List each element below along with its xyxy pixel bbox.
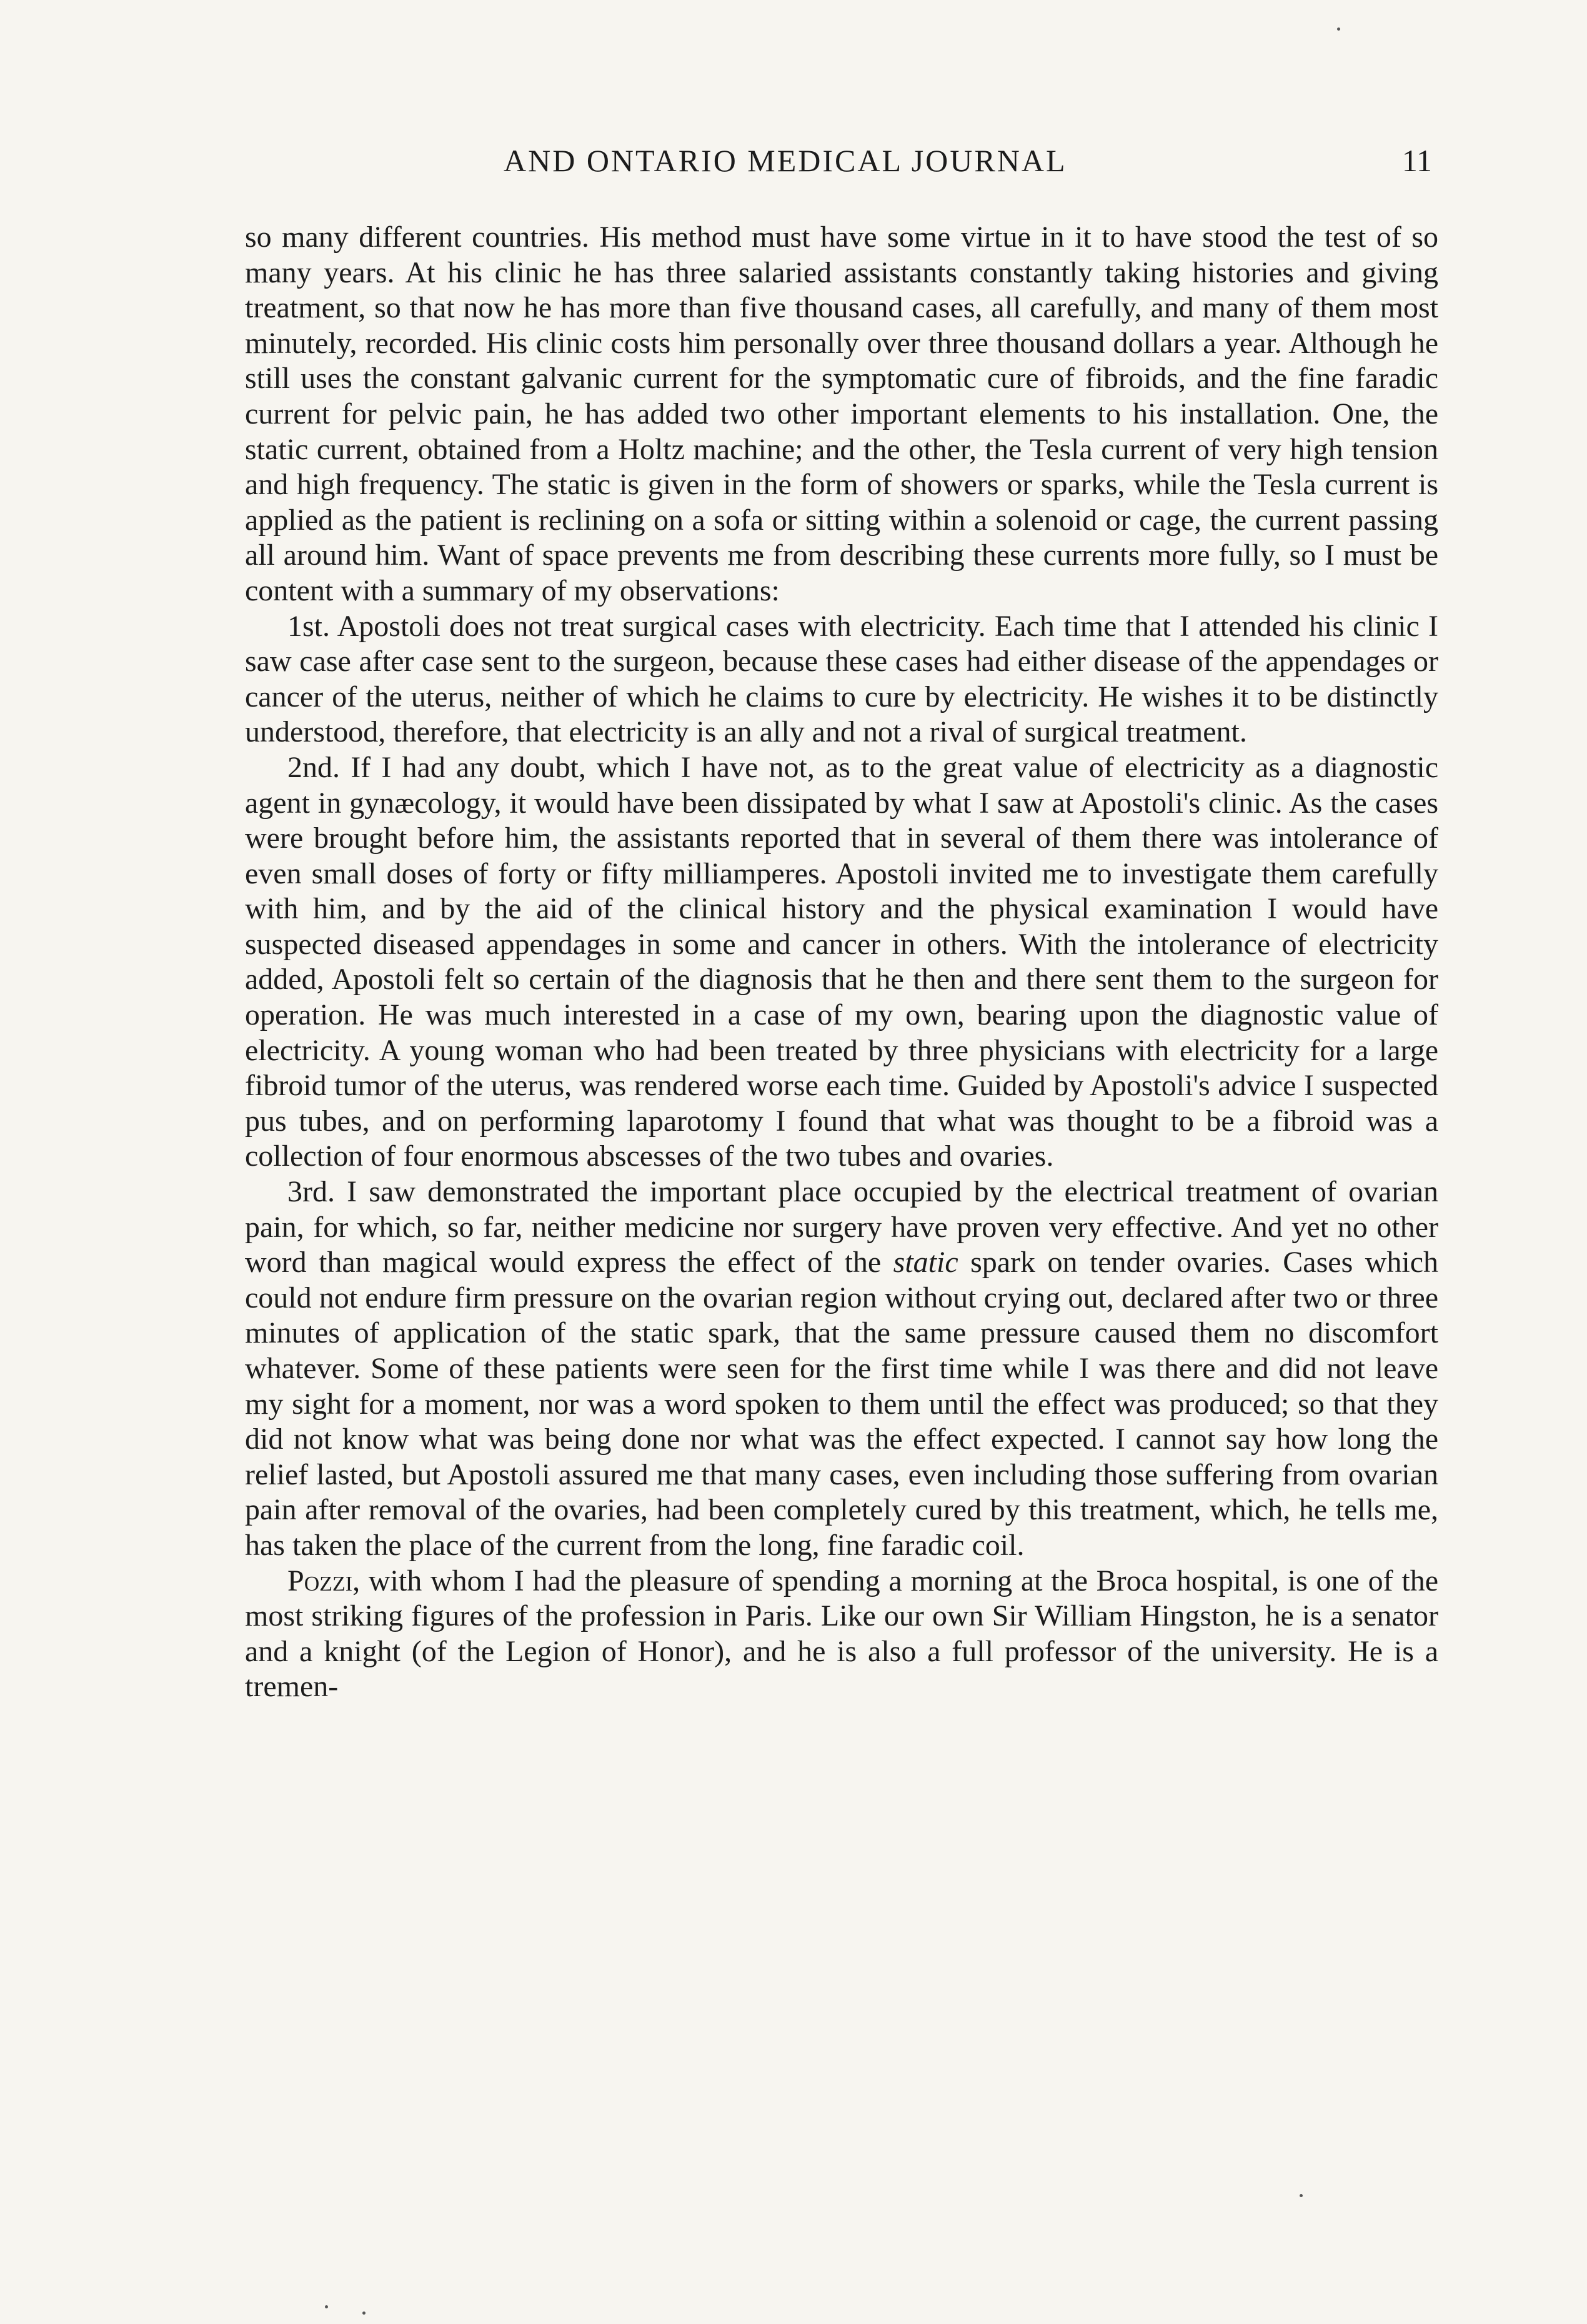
running-header [245, 142, 1432, 180]
journal-title: AND ONTARIO MEDICAL JOURNAL [504, 143, 1067, 178]
print-speck [1337, 27, 1340, 31]
paragraph-continuation: so many different countries. His method must have some virtue in it to have stood the test of so many years. At his clinic he has three salaried assistants constantly taking histories and giving treatment, so that now he has more than five thousand cases, all carefully, and many of them most minutely, recorded. His clinic costs him personally over three thousand dollars a year. Although he still uses the constant galvanic current for the symptomatic cure of fibroids, and the fine faradic current for pelvic pain, he has added two other important elements to his installation. One, the static current, obtained from a Holtz machine; and the other, the Tesla current of very high tension and high frequency. The static is given in the form of showers or sparks, while the Tesla current is applied as the patient is reclining on a sofa or sitting within a solenoid or cage, the current passing all around him. Want of space prevents me from describing these currents more fully, so I must be content with a summary of my observations: [245, 221, 1438, 607]
paragraph-pozzi-text: , with whom I had the pleasure of spending a morning at the Broca hospital, is one of the most striking figures of the profession in Paris. Like our own Sir William Hingston, he is a senator and a knight (of the Legion of Honor), and he is also a full professor of the university. He is a tremen- [245, 1564, 1438, 1704]
paragraph-third-text-b: spark on tender ovaries. Cases which could not endure firm pressure on the ovarian region without crying out, declared after two or three minutes of application of the static spark, that the same pressure caused them no discomfort whatever. Some of these patients were seen for the first time while I was there and did not leave my sight for a moment, nor was a word spoken to them until the effect was produced; so that they did not know what was being done nor what was the effect expected. I cannot say how long the relief lasted, but Apostoli assured me that many cases, even including those suffering from ovarian pain after removal of the ovaries, had been completely cured by this treatment, which, he tells me, has taken the place of the current from the long, fine faradic coil. [245, 1246, 1439, 1562]
paragraph-third-text-a: 3rd. I saw demonstrated the important place occupied by the electrical treatment of ovarian pain, for which, so far, neither medicine nor surgery have proven very effective. And yet no other word than magical would express the effect of the [245, 1175, 1438, 1279]
page-number: 11 [1401, 143, 1432, 178]
emphasis-static: static [893, 1246, 958, 1279]
name-pozzi: Pozzi [287, 1564, 353, 1597]
print-speck [362, 2312, 366, 2315]
print-speck [1300, 2194, 1303, 2197]
paragraph-second-observation: 2nd. If I had any doubt, which I have not, as to the great value of electricity as a diagnostic agent in gynæcology, it would have been dissipated by what I saw at Apostoli's clinic. As the cases were brought before him, the assistants reported that in several of them there was intolerance of even small doses of forty or fifty milliamperes. Apostoli invited me to investigate them carefully with him, and by the aid of the clinical history and the physical examination I would have suspected diseased appendages in some and cancer in others. With the intolerance of electricity added, Apostoli felt so certain of the diagnosis that he then and there sent them to the surgeon for operation. He was much interested in a case of my own, bearing upon the diagnostic value of electricity. A young woman who had been treated by three physicians with electricity for a large fibroid tumor of the uterus, was rendered worse each time. Guided by Apostoli's advice I suspected pus tubes, and on performing laparotomy I found that what was thought to be a fibroid was a collection of four enormous abscesses of the two tubes and ovaries. [245, 750, 1438, 1173]
paragraph-pozzi [245, 1564, 1438, 1705]
article-body [245, 220, 1438, 1705]
paragraph-first-observation: 1st. Apostoli does not treat surgical cases with electricity. Each time that I attended his clinic I saw case after case sent to the surgeon, because these cases had either disease of the appendages or cancer of the uterus, neither of which he claims to cure by electricity. He wishes it to be distinctly understood, therefore, that electricity is an ally and not a rival of surgical treatment. [245, 609, 1438, 749]
paragraph-third-observation [245, 1174, 1438, 1564]
print-speck [325, 2305, 328, 2308]
